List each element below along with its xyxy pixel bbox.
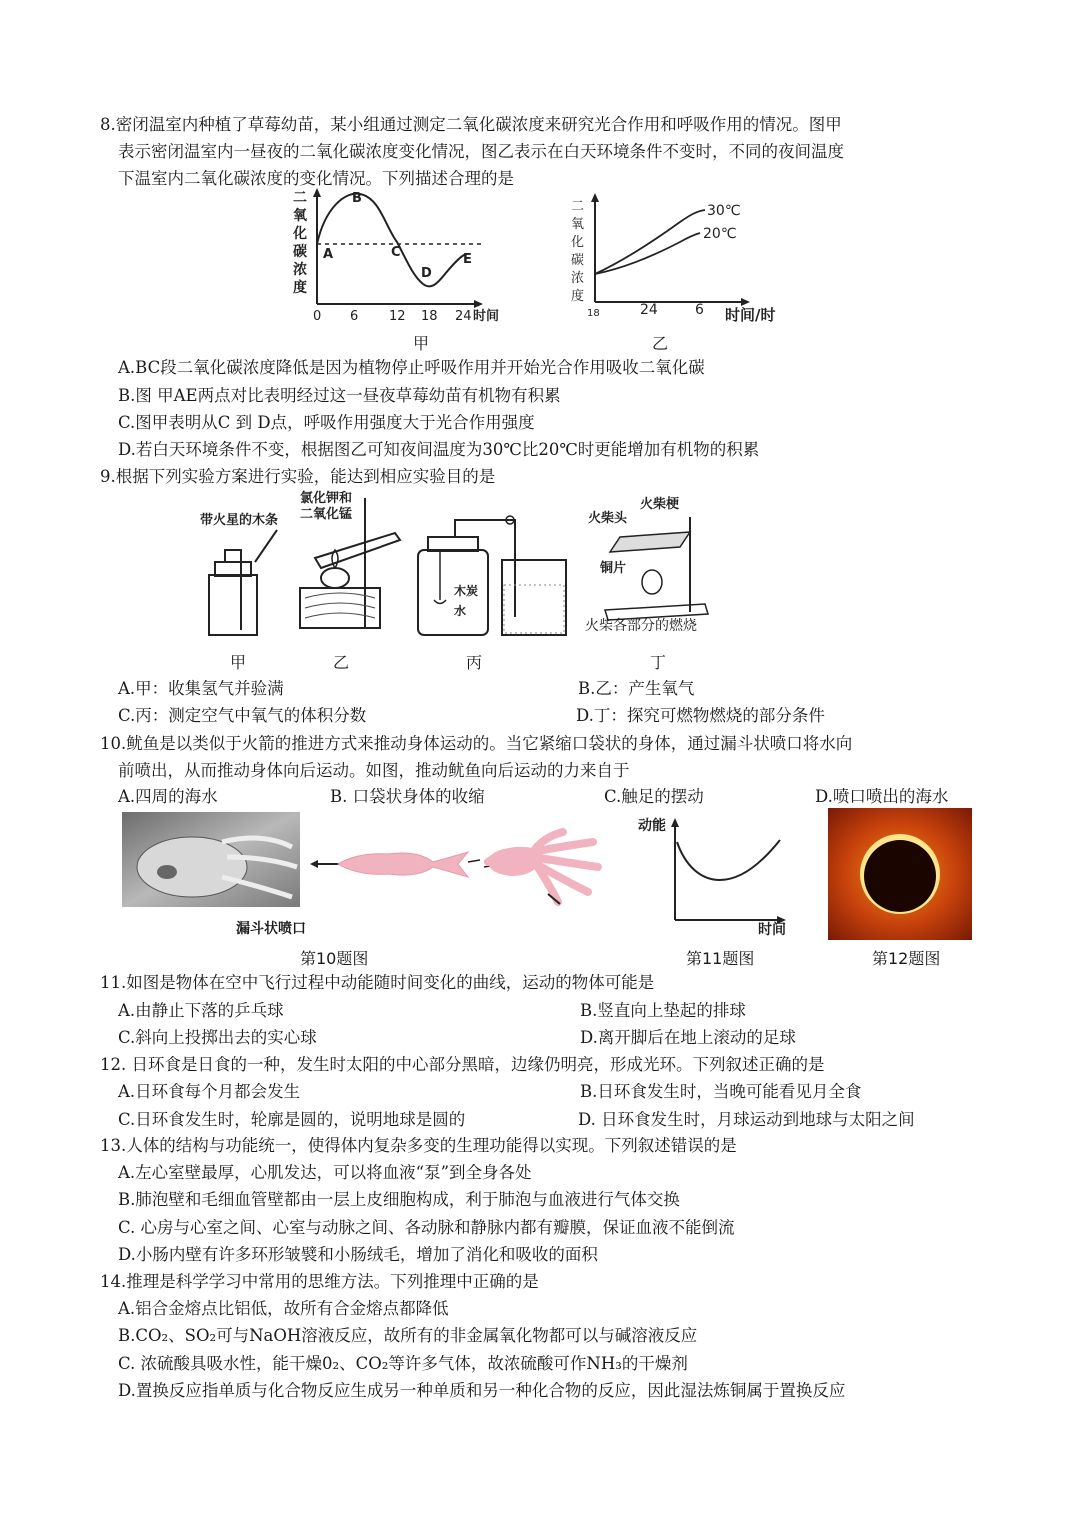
ylabel-char: 氧 (571, 217, 585, 232)
q9-stem: 9.根据下列实验方案进行实验，能达到相应实验目的是 (100, 467, 496, 486)
x-axis-label: 时间/时 (725, 306, 776, 324)
ylabel-char: 度 (571, 289, 585, 304)
ylabel-char: 氧 (293, 208, 307, 224)
q13-option-c: C. 心房与心室之间、心室与动脉之间、各动脉和静脉内都有瓣膜，保证血液不能倒流 (118, 1218, 735, 1237)
q8-option-d: D.若白天环境条件不变，根据图乙可知夜间温度为30℃比20℃时更能增加有机物的积累 (118, 440, 760, 459)
q12-option-b: B.日环食发生时，当晚可能看见月全食 (580, 1082, 862, 1101)
q8-stem-line1: 8.密闭温室内种植了草莓幼苗，某小组通过测定二氧化碳浓度来研究光合作用和呼吸作用的情况。图甲 (100, 115, 842, 134)
q8-stem-line2: 表示密闭温室内一昼夜的二氧化碳浓度变化情况，图乙表示在白天环境条件不变时，不同的夜间温度 (118, 142, 844, 161)
y-axis-arrow (591, 193, 599, 202)
q12-option-c: C.日环食发生时，轮廓是圆的，说明地球是圆的 (118, 1110, 466, 1129)
label-kclo3: 氯化钾和 (300, 491, 353, 506)
x-axis-arrow (741, 298, 750, 306)
label-match-stick: 火柴梗 (640, 497, 680, 512)
x-tick: 12 (389, 309, 406, 324)
x-tick: 6 (350, 309, 359, 324)
q8-caption-yi: 乙 (652, 334, 669, 353)
y-axis-arrow (671, 818, 679, 827)
point-label: C (391, 245, 401, 260)
y-axis-label: 动能 (638, 818, 666, 834)
squid-body (137, 837, 247, 897)
q10-photo-label: 漏斗状喷口 (236, 921, 306, 937)
q10-stem-line1: 10.鱿鱼是以类似于火箭的推进方式来推动身体运动的。当它紧缩口袋状的身体，通过漏斗状喷口将水向 (100, 734, 853, 753)
label-water: 水 (454, 604, 467, 618)
ylabel-char: 化 (293, 226, 307, 242)
q12-option-a: A.日环食每个月都会发生 (118, 1082, 301, 1101)
q9-caption-bing: 丙 (466, 653, 483, 672)
q8-caption-jia: 甲 (413, 334, 430, 353)
wood-stick (255, 530, 277, 562)
q8-option-b: B.图 甲AE两点对比表明经过这一昼夜草莓幼苗有机物有积累 (118, 386, 561, 405)
q12-option-d: D. 日环食发生时，月球运动到地球与太阳之间 (578, 1110, 915, 1129)
x-axis-label: 时间 (758, 922, 786, 938)
q13-stem: 13.人体的结构与功能统一，使得体内复杂多变的生理功能得以实现。下列叙述错误的是 (100, 1136, 737, 1155)
spoon-bowl (434, 600, 446, 604)
label-match-head: 火柴头 (588, 511, 628, 526)
q10-caption: 第10题图 (300, 949, 369, 968)
q12-stem: 12. 日环食是日食的一种，发生时太阳的中心部分黑暗，边缘仍明亮，形成光环。下列叙述正确的是 (100, 1055, 825, 1074)
q10-stem-line2: 前喷出，从而推动身体向后运动。如图，推动鱿鱼向后运动的力来自于 (118, 761, 630, 780)
series-30c (595, 210, 705, 274)
q9-caption-yi: 乙 (333, 653, 350, 672)
q11-option-d: D.离开脚后在地上滚动的足球 (580, 1028, 796, 1047)
ylabel-char: 碳 (293, 244, 307, 260)
bottle-neck (215, 562, 251, 576)
point-label: E (463, 252, 472, 267)
q14-option-b: B.CO₂、SO₂可与NaOH溶液反应，故所有的非金属氧化物都可以与碱溶液反应 (118, 1326, 698, 1345)
q9-apparatus-jia (195, 500, 305, 640)
point-label: B (352, 191, 362, 206)
q9-apparatus-ding (580, 492, 740, 642)
point-label: D (421, 266, 432, 281)
beaker (502, 560, 566, 635)
q11-caption: 第11题图 (686, 949, 755, 968)
wooden-block (300, 588, 380, 628)
motion-arrow-head (310, 860, 318, 868)
q11-chart-kinetic-energy (630, 810, 790, 938)
x-tick: 24 (640, 302, 658, 318)
q8-option-a: A.BC段二氧化碳浓度降低是因为植物停止呼吸作用并开始光合作用吸收二氧化碳 (118, 358, 705, 377)
q10-option-a: A.四周的海水 (118, 787, 218, 806)
funnel-nozzle (157, 865, 177, 879)
q13-option-b: B.肺泡壁和毛细血管壁都由一层上皮细胞构成，利于肺泡与血液进行气体交换 (118, 1190, 680, 1209)
x-tick: 24 (455, 309, 472, 324)
x-tick: 6 (695, 302, 704, 318)
q11-stem: 11.如图是物体在空中飞行过程中动能随时间变化的曲线，运动的物体可能是 (100, 973, 655, 992)
squid-left (338, 852, 468, 877)
q11-option-a: A.由静止下落的乒乓球 (118, 1001, 284, 1020)
series-label: 30℃ (707, 203, 741, 219)
label-charcoal: 木炭 (454, 584, 479, 598)
q9-apparatus-bing (410, 505, 580, 640)
test-tube (315, 533, 400, 568)
q14-option-d: D.置换反应指单质与化合物反应生成另一种单质和另一种化合物的反应，因此湿法炼铜属于置换反应 (118, 1381, 846, 1400)
ylabel-char: 浓 (571, 271, 585, 286)
q10-option-d: D.喷口喷出的海水 (815, 787, 949, 806)
x-tick: 18 (421, 309, 438, 324)
ylabel-char: 碳 (571, 253, 585, 268)
jar-stopper (428, 537, 478, 551)
q9-option-c: C.丙：测定空气中氧气的体积分数 (118, 706, 367, 725)
x-tick: 18 (587, 308, 600, 319)
y-axis-arrow (313, 188, 321, 197)
x-axis-arrow (474, 300, 483, 308)
ylabel-char: 化 (571, 235, 585, 250)
q9-caption-jia: 甲 (230, 653, 247, 672)
ylabel-char: 二 (571, 199, 585, 214)
q11-option-b: B.竖直向上垫起的排球 (580, 1001, 746, 1020)
label-mno2: 二氧化锰 (300, 507, 353, 522)
q9-option-d: D.丁：探究可燃物燃烧的部分条件 (576, 706, 825, 725)
label-woodstick: 带火星的木条 (200, 513, 279, 528)
q13-option-a: A.左心室壁最厚，心肌发达，可以将血液“泵”到全身各处 (118, 1163, 532, 1182)
q8-chart-yi (565, 190, 795, 330)
water-jet-1 (468, 860, 480, 862)
q9-apparatus-yi (295, 488, 415, 638)
x-axis-label: 时间 (473, 309, 500, 324)
q10-squid-photo (122, 812, 300, 907)
q9-caption-ding: 丁 (650, 653, 667, 672)
q12-caption: 第12题图 (872, 949, 941, 968)
q9-option-a: A.甲：收集氢气并验满 (118, 679, 284, 698)
label-match-burn: 火柴各部分的燃烧 (585, 618, 697, 634)
co2-curve (317, 194, 466, 287)
series-20c (595, 233, 700, 274)
gas-bottle (209, 575, 257, 635)
q10-squid-diagram (308, 822, 608, 912)
label-copper: 铜片 (600, 561, 627, 576)
series-label: 20℃ (703, 226, 737, 242)
energy-curve (677, 840, 780, 880)
q10-option-c: C.触足的摆动 (604, 787, 704, 806)
beaker-water (504, 585, 564, 633)
alcohol-lamp (642, 570, 662, 594)
x-tick: 0 (313, 309, 322, 324)
q12-eclipse-photo (828, 808, 972, 940)
q8-option-c: C.图甲表明从C 到 D点，呼吸作用强度大于光合作用强度 (118, 413, 535, 432)
ylabel-char: 二 (293, 190, 307, 206)
ylabel-char: 浓 (293, 262, 307, 278)
q14-option-a: A.铝合金熔点比铝低，故所有合金熔点都降低 (118, 1299, 449, 1318)
q14-option-c: C. 浓硫酸具吸水性，能干燥0₂、CO₂等许多气体，故浓硫酸可作NH₃的干燥剂 (118, 1354, 688, 1373)
q11-option-c: C.斜向上投掷出去的实心球 (118, 1028, 317, 1047)
copper-sheet (610, 532, 690, 552)
alcohol-lamp (321, 568, 349, 588)
ylabel-char: 度 (293, 280, 307, 296)
q13-option-d: D.小肠内壁有许多环形皱襞和小肠绒毛，增加了消化和吸收的面积 (118, 1245, 598, 1264)
moon-disc (864, 840, 936, 912)
q14-stem: 14.推理是科学学习中常用的思维方法。下列推理中正确的是 (100, 1272, 539, 1291)
squid-right-body (488, 848, 538, 876)
q8-chart-jia (285, 186, 515, 336)
point-label: A (323, 247, 334, 262)
connecting-tube (455, 520, 515, 617)
q8-stem-line3: 下温室内二氧化碳浓度的变化情况。下列描述合理的是 (118, 169, 514, 188)
q10-option-b: B. 口袋状身体的收缩 (330, 787, 485, 806)
q9-option-b: B.乙：产生氧气 (578, 679, 695, 698)
